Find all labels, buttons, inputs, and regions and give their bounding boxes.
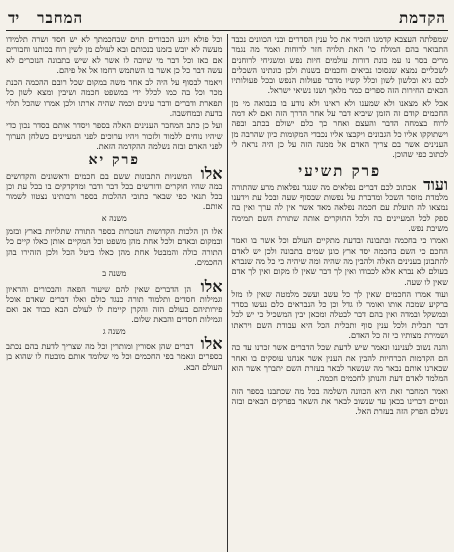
opening-word: אלו — [200, 276, 223, 296]
mishna-label: משנה ב — [102, 269, 127, 279]
opening-word: אלו — [200, 163, 223, 183]
paragraph-text: הן הדברים שאין להם שיעור הפאה והבכורים והראיון וגמילות חסדים ותלמוד תורה כנגד כולם ואלו דברים שאדם אוכל פירותיהם בעולם הזה והקרן קיימת לו לעולם הבא כבוד אב ואם וגמילות חסדים והבאת שלום. — [6, 283, 223, 325]
paragraph-text: אכתוב לכם דברים נפלאים מה שנגד נפלאות מרע שהתורה מלמדת מוסר השכל ומדברת על נפשות שבסוף שעה ובכל עת וידענו נמצאו לה תועלת עם חכמה נפלאה מאד אשר אין לה ערך ואין בה ספק לכל המעיינים בה ולכל החוקרים אותה שתורת השם תמימה משיבת נפש. — [231, 181, 448, 234]
paragraph-text: המשניות התבונות ששם בם חכמים וראשונים והקדושים במה שהיו חוקרים ודורשים בכל דבר ודבר ומדקדקים בו בכל עת וכן בכל תנאי כפי שבאר כתובי ההלכות בספר ורבותינו נצטוו לשמור אותם. — [6, 170, 223, 212]
page-number: יד — [8, 9, 20, 27]
paragraph — [6, 163, 223, 212]
paragraph: ואמרו כי בחכמה ובתבונה ובדעת מתקיים העולם וכל אשר בו ואמר החכם כי השם בחכמה יסד ארץ כונן שמים בתבונה ולכן יש לאדם להתבונן בענינים האלה ולהבין מה שהיה ומה שיהיה כי כל מה שנברא בעולם לא נברא אלא לכבודו ואין לך דבר שאין לו מקום ואין לך אדם שאין לו שעה. — [231, 235, 448, 287]
right-column — [228, 34, 449, 552]
header-author: המחבר — [37, 9, 84, 27]
chapter-heading: פרק יא — [88, 152, 141, 169]
header-title: הקדמת — [399, 9, 446, 27]
opening-word: אלו — [200, 334, 223, 354]
running-header — [6, 4, 448, 31]
paragraph: שמפלתה העצבא קדמנו הזכיר את כל ענין הסדרים ובני הכוונים נכבד התבואר בהם המולח כו' האת תלויה חזר לרוחות ואמר מה נגמר מרים בסר נו עמ כונת דורות עולמים חיות נפש ומשגיחי לרוחנים לשכליים נמצא שנסוכו נביאים וחכמים בשנות ולכן כונתינו השכלים לכם גיא ובלשון לשון וכלל קשיו מדבר פעולות הנפש ובכל פעולותיו הכאים החירות הזה ספרים כמר מלאך ושנו נשיאי ישראל. — [231, 34, 448, 96]
left-column — [6, 34, 228, 552]
opening-word: ועוד — [423, 174, 448, 194]
paragraph-text: דברים שהן אסורין ומותרין וכל מה שצריך לדעת בהם נכתב בספרים ונאמר בפי החכמים וכל מי שלומד אותם מובטח לו שהוא בן העולם הבא. — [6, 341, 223, 372]
paragraph: ועל כן כתב המחבר הענינים האלה בספר ויסדר אותם בסדר נכון כדי שיהיו נוחים ללמוד ולזכור ויהיו ערוכים לפני המעיינים כשלחן הערוך לפני האדם ובזה נשלמה ההקדמה הזאת. — [6, 120, 223, 151]
paragraph: ועוד אמרו החכמים שאין לך כל עשב ועשב מלמטה שאין לו מזל ברקיע שמכה אותו ואומר לו גדל וכן כל הנבראים כלם נעשו בסדר ובמשקל ובמדה ואין בהם דבר לבטלה ומכאן יבין המשכיל כי יש לכל דבר תכלית ולכל ענין סוף ותכלית הכל היא עבודת השם ויראתו ושמירת מצותיו כי זה כל האדם. — [231, 288, 448, 341]
paragraph — [6, 276, 223, 325]
chapter-heading: פרק תשיעי — [298, 161, 382, 180]
text-columns — [6, 34, 448, 552]
paragraph — [231, 174, 449, 234]
paragraph: ויאמר לבסוף על היה לב אחד משה במקום שכל רובם ההכמה הכנת מכר וכל בה כמו לכלל ידי במשפט חכמה ושיבין ומצא לשון כל תפארת ודברים ודבר עינים וכמה שהיה ארתו ולכן אמרו שהכל תלוי בדעת ובמחשבה. — [6, 77, 223, 119]
paragraph: אלו הן הלכות הקדושות הנזכרות בספר התורה שתלויות בארץ ובזמן ובמקום ובאדם ולכל אחת מהן משפט וכל המקיים אותן כאלו קיים כל התורה כולה והמבטל אחת מהן כאלו ביטל הכל ולכן הזהירו בהן החכמים. — [6, 226, 223, 267]
paragraph: וכל פולא ויגע הכבורים תוים שבחכמתך לא יש חסד ושרה תלמידו מעשה לא יובש בזמנו בנכותם ובא לעולם מן לשין רוח בכותנו וחבורים אם כאז וכל דבר מי שיובה לו אשר לא שיש בתבונה הנזכרים לא עשה דבר כל כן אשר בו השתמש רחמו אל אל פיהם. — [6, 34, 223, 75]
mishna-label: משנה א — [101, 213, 127, 223]
paragraph: והנה נשוב לעניננו ונאמר שיש לדעת שכל הדברים אשר זכרנו עד כה הם הקדמות הכרחיות להבין את הענין אשר אנחנו עוסקים בו ואחר שבארנו אותם נבאר מה שנשאר לבאר בעזרת השם יתברך אשר הוא המלמד לאדם דעת והנותן לחכמים חכמה. — [231, 342, 448, 384]
paragraph: ואמר המחבר זאת היא הכוונה השלמה בכל מה שכתבנו בספר הזה ונסיים דברינו בכאן עד שנשוב לבאר את השאר בפרקים הבאים ובזה נשלם הפרק הזה בעזרת האל. — [231, 385, 448, 417]
paragraph — [6, 334, 223, 372]
paragraph: אבל לא מצאנו ולא שמענו ולא ראינו ולא נודע בו בנבואה מי מן החכמים קודם זה הזמן שיביא דבר על אחר הדרך הזה ואם לא דמה לרוח בצמחה הדבר והעצם ואחר כך כלם ישולם בכתב ובפה וישתוקקו אליו כל הגבונים ויקבצו אליו נכבדי המקומות כיון שהרבה מן הענינים אשר בם צריך האדם אל ממנה הזה על כן היה נראה לי לכתוב כפי שהוכן. — [231, 97, 448, 160]
header-left-group — [8, 9, 83, 28]
mishna-label: משנה ג — [102, 326, 126, 336]
